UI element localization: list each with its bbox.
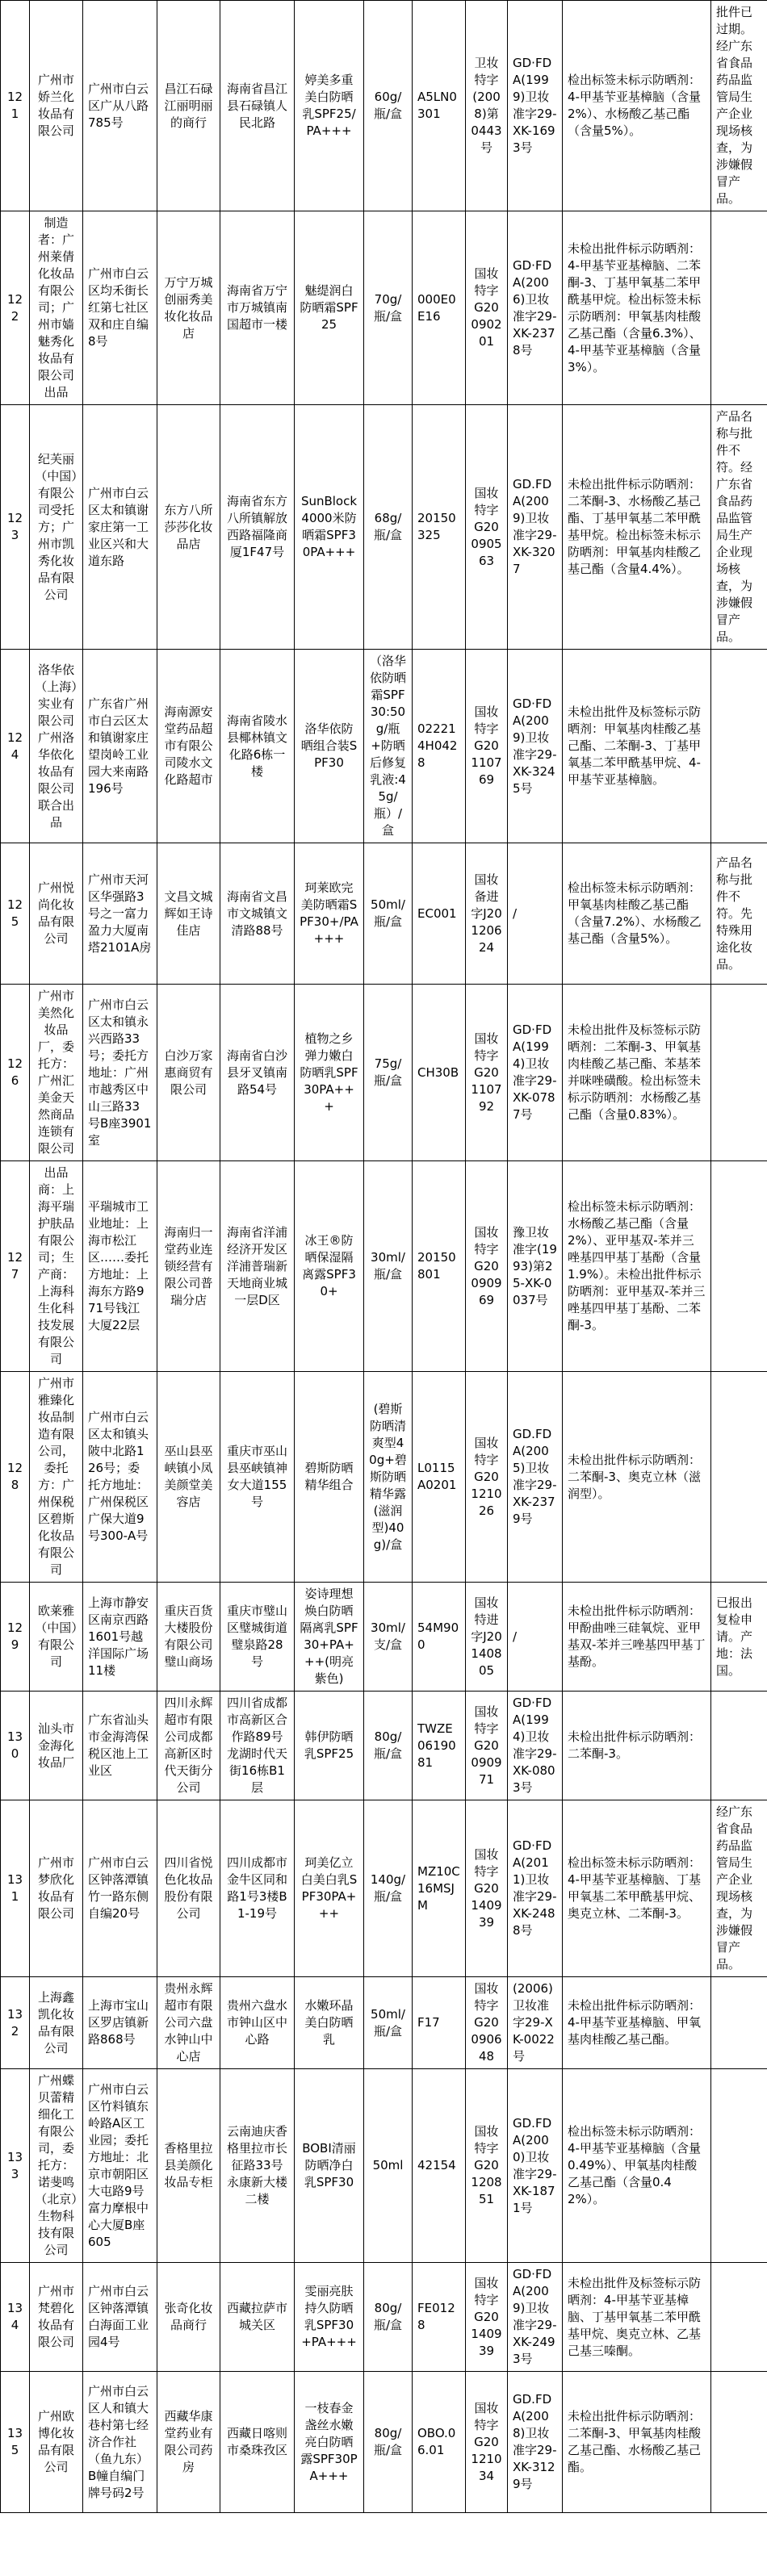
product-name: 植物之乡弹力嫩白防晒乳SPF30PA+++	[295, 985, 364, 1161]
production-permit: GD·FDA(2011)卫妆准字29-XK-2488号	[508, 1800, 563, 1977]
seller-name: 重庆百货大楼股份有限公司璧山商场	[157, 1583, 220, 1692]
product-name: 姿诗理想焕白防晒隔离乳SPF30+PA+++(明亮紫色)	[295, 1583, 364, 1692]
manufacturer-address: 广州市天河区华强路3号之一富力盈力大厦南塔2101A房	[83, 843, 157, 985]
table-row	[1, 985, 767, 1161]
production-permit: GD·FDA(1999)卫妆准字29-XK-1693号	[508, 1, 563, 211]
table-row	[1, 1, 767, 211]
production-permit: GD.FDA(2000)卫妆准字29-XK-1871号	[508, 2069, 563, 2263]
production-permit: GD·FDA(1994)卫妆准字29-XK-0787号	[508, 985, 563, 1161]
manufacturer-name: 纪芙丽（中国）有限公司受托方；广州市凯秀化妆品有限公司	[30, 405, 83, 650]
remark: 已报出复检申请。产地：法国。	[711, 1583, 767, 1692]
remark	[711, 1372, 767, 1583]
production-permit: GD·FDA(2006)卫妆准字29-XK-2378号	[508, 211, 563, 405]
manufacturer-address: 上海市宝山区罗店镇新路868号	[83, 1977, 157, 2069]
table-row	[1, 1977, 767, 2069]
inspection-finding: 未检出批件标示防晒剂：4-甲基苄亚基樟脑、二苯酮-3、丁基甲氧基二苯甲酰基甲烷。检出标签未标示防晒剂：甲氧基肉桂酸乙基己酯（含量6.3%）、4-甲基苄亚基樟脑（含量3%）。	[563, 211, 711, 405]
table-row	[1, 2372, 767, 2513]
batch-number: 20150801	[413, 1161, 466, 1372]
product-name: 婷美多重美白防晒乳SPF25/PA+++	[295, 1, 364, 211]
batch-number: F17	[413, 1977, 466, 2069]
manufacturer-address: 广州市白云区均禾街长红第七社区双和庄自编8号	[83, 211, 157, 405]
remark	[711, 211, 767, 405]
product-name: 韩伊防晒乳SPF25	[295, 1692, 364, 1800]
production-permit: GD.FDA(2005)卫妆准字29-XK-2379号	[508, 1372, 563, 1583]
batch-number: MZ10C16MSJM	[413, 1800, 466, 1977]
remark	[711, 1692, 767, 1800]
seller-address: 海南省昌江县石碌镇人民北路	[220, 1, 295, 211]
specification: 140g/瓶/盒	[364, 1800, 413, 1977]
specification: 80g/瓶/盒	[364, 2263, 413, 2372]
remark	[711, 2372, 767, 2513]
manufacturer-name: 广州市美然化妆品厂，委托方：广州汇美金天然商品连锁有限公司	[30, 985, 83, 1161]
approval-number: 国妆特进字J20140805	[466, 1583, 508, 1692]
inspection-finding: 未检出批件标示防晒剂：4-甲基苄亚基樟脑、甲氧基肉桂酸乙基己酯。	[563, 1977, 711, 2069]
inspection-finding: 未检出批件标示防晒剂：甲酚曲唑三硅氧烷、亚甲基双-苯并三唑基四甲基丁基酚。	[563, 1583, 711, 1692]
specification: 50ml	[364, 2069, 413, 2263]
manufacturer-address: 广州市白云区钟落潭镇竹一路东侧自编20号	[83, 1800, 157, 1977]
seller-address: 贵州六盘水市钟山区中心路	[220, 1977, 295, 2069]
seller-name: 海南源安堂药品超市有限公司陵水文化路超市	[157, 650, 220, 843]
row-number: 124	[1, 650, 30, 843]
manufacturer-address: 上海市静安区南京西路1601号越洋国际广场11楼	[83, 1583, 157, 1692]
batch-number: OBO.06.01	[413, 2372, 466, 2513]
row-number: 122	[1, 211, 30, 405]
table-row	[1, 1161, 767, 1372]
inspection-finding: 检出标签未标示防晒剂：4-甲基苄亚基樟脑（含量0.49%）、甲氧基肉桂酸乙基己酯（含量0.42%）。	[563, 2069, 711, 2263]
row-number: 129	[1, 1583, 30, 1692]
inspection-finding: 未检出批件标示防晒剂：二苯酮-3。	[563, 1692, 711, 1800]
row-number: 126	[1, 985, 30, 1161]
seller-address: 海南省白沙县牙叉镇南路54号	[220, 985, 295, 1161]
inspection-finding: 未检出批件及标签标示防晒剂：二苯酮-3、甲氧基肉桂酸乙基己酯、苯基苯并咪唑磺酸。检出标签未标示防晒剂：水杨酸乙基己酯（含量0.83%）。	[563, 985, 711, 1161]
manufacturer-name: 上海鑫凯化妆品有限公司	[30, 1977, 83, 2069]
product-name: SunBlock 4000米防晒霜SPF30PA+++	[295, 405, 364, 650]
seller-name: 昌江石碌江丽明丽的商行	[157, 1, 220, 211]
specification: (碧斯防晒清爽型40g+碧斯防晒精华露(滋润型)40g)/盒	[364, 1372, 413, 1583]
seller-name: 四川永辉超市有限公司成都高新区时代天街分公司	[157, 1692, 220, 1800]
inspection-finding: 检出标签未标示防晒剂：4-甲基苄亚基樟脑、丁基甲氧基二苯甲酰基甲烷、奥克立林、二苯酮-3。	[563, 1800, 711, 1977]
seller-name: 东方八所莎莎化妆品店	[157, 405, 220, 650]
table-row	[1, 1372, 767, 1583]
manufacturer-address: 广东省汕头市金海湾保税区池上工业区	[83, 1692, 157, 1800]
production-permit: GD.FDA(2008)卫妆准字29-XK-3129号	[508, 2372, 563, 2513]
approval-number: 国妆特字G20121034	[466, 2372, 508, 2513]
specification: 50ml/瓶/盒	[364, 1977, 413, 2069]
remark	[711, 985, 767, 1161]
batch-number: CH30B	[413, 985, 466, 1161]
manufacturer-name: 广州市梦欣化妆品有限公司	[30, 1800, 83, 1977]
inspection-finding: 未检出批件标示防晒剂：二苯酮-3、水杨酸乙基己酯、丁基甲氧基二苯甲酰基甲烷。检出标签未标示防晒剂：甲氧基肉桂酸乙基己酯（含量4.4%）。	[563, 405, 711, 650]
product-name: 珂美亿立白美白乳SPF30PA+++	[295, 1800, 364, 1977]
manufacturer-name: 广州市梵碧化妆品有限公司	[30, 2263, 83, 2372]
row-number: 131	[1, 1800, 30, 1977]
specification: 80g/瓶/盒	[364, 1692, 413, 1800]
seller-address: 西藏拉萨市城关区	[220, 2263, 295, 2372]
product-name: 一枝春金盏丝水嫩亮白防晒露SPF30PA+++	[295, 2372, 364, 2513]
inspection-finding: 未检出批件标示防晒剂：二苯酮-3、甲氧基肉桂酸乙基己酯、水杨酸乙基己酯。	[563, 2372, 711, 2513]
manufacturer-address: 广州市白云区钟落潭镇白海面工业园4号	[83, 2263, 157, 2372]
remark	[711, 1977, 767, 2069]
seller-address: 重庆市璧山区璧城街道璧泉路28号	[220, 1583, 295, 1692]
product-name: 洛华依防晒组合装SPF30	[295, 650, 364, 843]
product-name: 冰王®防晒保湿隔离露SPF30+	[295, 1161, 364, 1372]
manufacturer-address: 广州市白云区太和镇谢家庄第一工业区兴和大道东路	[83, 405, 157, 650]
seller-address: 重庆市巫山县巫峡镇神女大道155号	[220, 1372, 295, 1583]
batch-number: 20150325	[413, 405, 466, 650]
seller-address: 海南省洋浦经济开发区洋浦普瑞新天地商业城一层D区	[220, 1161, 295, 1372]
product-name: 魅缇润白防晒霜SPF25	[295, 211, 364, 405]
approval-number: 国妆特字G20110792	[466, 985, 508, 1161]
approval-number: 国妆特字G20140939	[466, 1800, 508, 1977]
manufacturer-address: 广州市白云区竹料镇东岭路A区工业园；委托方地址：北京市朝阳区大屯路9号富力摩根中心大厦B座605	[83, 2069, 157, 2263]
remark	[711, 2263, 767, 2372]
seller-address: 海南省陵水县椰林镇文化路6栋一楼	[220, 650, 295, 843]
specification: 70g/瓶/盒	[364, 211, 413, 405]
seller-address: 四川成都市金牛区同和路1号3楼B1-19号	[220, 1800, 295, 1977]
approval-number: 国妆特字G20121026	[466, 1372, 508, 1583]
remark: 批件已过期。经广东省食品药品监管局生产企业现场核查，为涉嫌假冒产品。	[711, 1, 767, 211]
batch-number: FE0128	[413, 2263, 466, 2372]
row-number: 123	[1, 405, 30, 650]
seller-address: 海南省东方八所镇解放西路福隆商厦1F47号	[220, 405, 295, 650]
seller-name: 贵州永辉超市有限公司六盘水钟山中心店	[157, 1977, 220, 2069]
product-name: 水嫩环晶美白防晒乳	[295, 1977, 364, 2069]
seller-name: 香格里拉县美颜化妆品专柜	[157, 2069, 220, 2263]
approval-number: 卫妆特字(2008)第0443号	[466, 1, 508, 211]
manufacturer-name: 制造者：广州莱倩化妆品有限公司；广州市嫱魅秀化妆品有限公司出品	[30, 211, 83, 405]
manufacturer-name: 广州蝶贝蕾精细化工有限公司，委托方：诺斐鸣（北京）生物科技有限公司	[30, 2069, 83, 2263]
remark: 经广东省食品药品监管局生产企业现场核查，为涉嫌假冒产品。	[711, 1800, 767, 1977]
manufacturer-name: 汕头市金海化妆品厂	[30, 1692, 83, 1800]
table-row	[1, 1692, 767, 1800]
manufacturer-name: 欧莱雅（中国）有限公司	[30, 1583, 83, 1692]
manufacturer-address: 广东省广州市白云区太和镇谢家庄望岗岭工业园大来南路196号	[83, 650, 157, 843]
seller-address: 西藏日喀则市桑珠孜区	[220, 2372, 295, 2513]
inspection-finding: 未检出批件及标签标示防晒剂：4-甲基苄亚基樟脑、丁基甲氧基二苯甲酰基甲烷、奥克立林、乙基己基三嗪酮。	[563, 2263, 711, 2372]
manufacturer-address: 广州市白云区太和镇永兴西路33号；委托方地址：广州市越秀区中山三路33号B座3901室	[83, 985, 157, 1161]
seller-name: 四川省悦色化妆品股份有限公司	[157, 1800, 220, 1977]
inspection-finding: 检出标签未标示防晒剂：水杨酸乙基己酯（含量2%）、亚甲基双-苯并三唑基四甲基丁基酚（含量1.9%）。未检出批件标示防晒剂：亚甲基双-苯并三唑基四甲基丁基酚、二苯酮-3。	[563, 1161, 711, 1372]
batch-number: TWZE0619081	[413, 1692, 466, 1800]
table-row	[1, 2069, 767, 2263]
production-permit: /	[508, 843, 563, 985]
production-permit: GD·FDA(2009)卫妆准字29-XK-3245号	[508, 650, 563, 843]
product-name: 珂莱欧完美防晒霜SPF30+/PA+++	[295, 843, 364, 985]
table-row	[1, 2263, 767, 2372]
inspection-finding: 检出标签未标示防晒剂：甲氧基肉桂酸乙基己酯（含量7.2%）、水杨酸乙基己酯（含量5%）。	[563, 843, 711, 985]
specification: 50ml/瓶/盒	[364, 843, 413, 985]
table-row	[1, 843, 767, 985]
manufacturer-address: 广州市白云区广从八路785号	[83, 1, 157, 211]
batch-number: 42154	[413, 2069, 466, 2263]
manufacturer-address: 广州市白云区人和镇大巷村第七经济合作社（鱼九东）B幢自编门牌号码2号	[83, 2372, 157, 2513]
product-name: BOBI清丽防晒净白乳SPF30	[295, 2069, 364, 2263]
manufacturer-name: 出品商：上海平瑞护肤品有限公司；生产商：上海科生化科技发展有限公司	[30, 1161, 83, 1372]
production-permit: 豫卫妆准字(1993)第25-XK-0037号	[508, 1161, 563, 1372]
row-number: 127	[1, 1161, 30, 1372]
manufacturer-name: 广州市雅臻化妆品制造有限公司，委托方：广州保税区碧斯化妆品有限公司	[30, 1372, 83, 1583]
batch-number: 000E0E16	[413, 211, 466, 405]
seller-address: 四川省成都市高新区合作路89号龙湖时代天街16栋B1层	[220, 1692, 295, 1800]
table-row	[1, 1583, 767, 1692]
specification: 75g/瓶/盒	[364, 985, 413, 1161]
table-row	[1, 211, 767, 405]
remark	[711, 2069, 767, 2263]
batch-number: A5LN0301	[413, 1, 466, 211]
remark	[711, 1161, 767, 1372]
row-number: 133	[1, 2069, 30, 2263]
seller-name: 文昌文城辉如王诗佳店	[157, 843, 220, 985]
batch-number: 54M900	[413, 1583, 466, 1692]
row-number: 130	[1, 1692, 30, 1800]
seller-address: 云南迪庆香格里拉市长征路33号永康新大楼二楼	[220, 2069, 295, 2263]
seller-address: 海南省万宁市万城镇南国超市一楼	[220, 211, 295, 405]
product-name: 雯丽亮肤持久防晒乳SPF30+PA+++	[295, 2263, 364, 2372]
approval-number: 国妆特字G20090971	[466, 1692, 508, 1800]
seller-address: 海南省文昌市文城镇文清路88号	[220, 843, 295, 985]
seller-name: 万宁万城创丽秀美妆化妆品店	[157, 211, 220, 405]
inspection-finding: 未检出批件标示防晒剂：二苯酮-3、奥克立林（滋润型）。	[563, 1372, 711, 1583]
row-number: 121	[1, 1, 30, 211]
seller-name: 巫山县巫峡镇小凤美颜堂美容店	[157, 1372, 220, 1583]
approval-number: 国妆特字G20110769	[466, 650, 508, 843]
table-row	[1, 650, 767, 843]
seller-name: 海南归一堂药业连锁经营有限公司普瑞分店	[157, 1161, 220, 1372]
approval-number: 国妆特字G20090648	[466, 1977, 508, 2069]
seller-name: 白沙万家惠商贸有限公司	[157, 985, 220, 1161]
approval-number: 国妆特字G20120851	[466, 2069, 508, 2263]
table-row	[1, 1800, 767, 1977]
table-row	[1, 405, 767, 650]
specification: 30ml/瓶/盒	[364, 1161, 413, 1372]
production-permit: GD·FDA(2009)卫妆准字29-XK-2493号	[508, 2263, 563, 2372]
approval-number: 国妆特字G20090969	[466, 1161, 508, 1372]
row-number: 135	[1, 2372, 30, 2513]
production-permit: /	[508, 1583, 563, 1692]
specification: 60g/瓶/盒	[364, 1, 413, 211]
remark: 产品名称与批件不符。先特殊用途化妆品。	[711, 843, 767, 985]
row-number: 134	[1, 2263, 30, 2372]
inspection-finding: 未检出批件及标签标示防晒剂：甲氧基肉桂酸乙基己酯、二苯酮-3、丁基甲氧基二苯甲酰基甲烷、4-甲基苄亚基樟脑。	[563, 650, 711, 843]
approval-number: 国妆特字G20090201	[466, 211, 508, 405]
specification: 30ml/支/盒	[364, 1583, 413, 1692]
batch-number: L0115A0201	[413, 1372, 466, 1583]
inspection-finding: 检出标签未标示防晒剂：4-甲基苄亚基樟脑（含量2%）、水杨酸乙基己酯（含量5%）。	[563, 1, 711, 211]
manufacturer-address: 平瑞城市工业地址：上海市松江区……委托方地址：上海东方路971号钱江大厦22层	[83, 1161, 157, 1372]
specification: （洛华依防晒霜SPF30:50g/瓶+防晒后修复乳液:45g/瓶）/盒	[364, 650, 413, 843]
manufacturer-name: 广州市娇兰化妆品有限公司	[30, 1, 83, 211]
manufacturer-name: 洛华依（上海）实业有限公司广州洛华依化妆品有限公司联合出品	[30, 650, 83, 843]
production-permit: GD.FDA(2009)卫妆准字29-XK-3207	[508, 405, 563, 650]
remark: 产品名称与批件不符。经广东省食品药品监管局生产企业现场核查，为涉嫌假冒产品。	[711, 405, 767, 650]
product-name: 碧斯防晒精华组合	[295, 1372, 364, 1583]
remark	[711, 650, 767, 843]
production-permit: (2006)卫妆准字29-XK-0022号	[508, 1977, 563, 2069]
specification: 68g/瓶/盒	[364, 405, 413, 650]
production-permit: GD·FDA(1994)卫妆准字29-XK-0803号	[508, 1692, 563, 1800]
row-number: 132	[1, 1977, 30, 2069]
row-number: 125	[1, 843, 30, 985]
manufacturer-name: 广州悦尚化妆品有限公司	[30, 843, 83, 985]
seller-name: 西藏华康堂药业有限公司药房	[157, 2372, 220, 2513]
manufacturer-name: 广州欧博化妆品有限公司	[30, 2372, 83, 2513]
approval-number: 国妆特字G20140939	[466, 2263, 508, 2372]
specification: 80g/瓶/盒	[364, 2372, 413, 2513]
manufacturer-address: 广州市白云区太和镇头陂中北路126号；委托方地址：广州保税区广保大道9号300-A号	[83, 1372, 157, 1583]
row-number: 128	[1, 1372, 30, 1583]
approval-number: 国妆特字G20090563	[466, 405, 508, 650]
seller-name: 张奇化妆品商行	[157, 2263, 220, 2372]
batch-number: EC001	[413, 843, 466, 985]
batch-number: 022214H0428	[413, 650, 466, 843]
approval-number: 国妆备进字J20120624	[466, 843, 508, 985]
